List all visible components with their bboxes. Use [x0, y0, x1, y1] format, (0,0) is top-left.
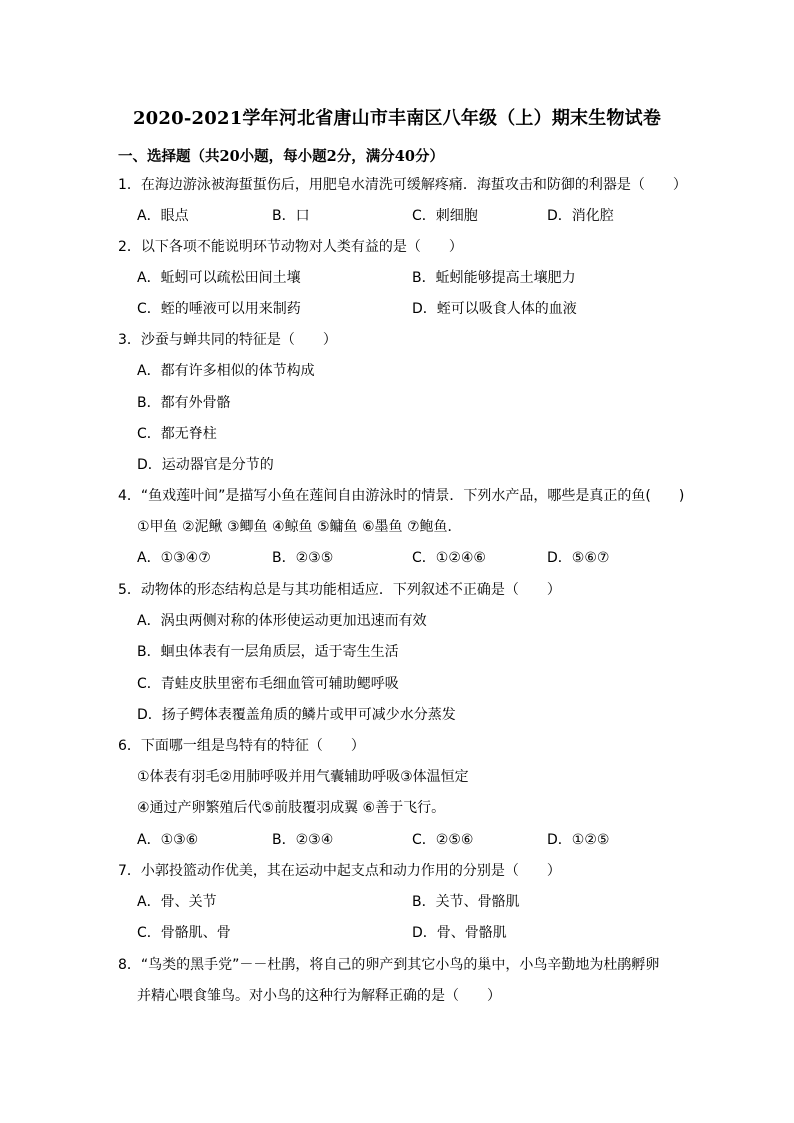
- question-3-option-d: D．运动器官是分节的: [137, 457, 274, 473]
- question-6-option-b: B．②③④: [272, 832, 334, 848]
- question-4-option-b: B．②③⑤: [272, 550, 334, 566]
- question-2-option-c: C．蛭的唾液可以用来制药: [137, 301, 301, 317]
- question-1-option-b: B．口: [272, 208, 310, 224]
- question-2-option-d: D．蛭可以吸食人体的血液: [412, 301, 577, 317]
- question-7-stem: 7．小郭投篮动作优美，其在运动中起支点和动力作用的分别是（ ）: [118, 863, 561, 879]
- question-2-option-b: B．蚯蚓能够提高土壤肥力: [412, 270, 576, 286]
- question-1-option-c: C．刺细胞: [412, 208, 478, 224]
- question-2-stem: 2．以下各项不能说明环节动物对人类有益的是（ ）: [118, 239, 463, 255]
- section-heading: 一、选择题（共20小题，每小题2分，满分40分）: [118, 148, 444, 165]
- question-6-items-2: ④通过产卵繁殖后代⑤前肢覆羽成翼 ⑥善于飞行。: [137, 800, 446, 816]
- question-6-stem: 6．下面哪一组是鸟特有的特征（ ）: [118, 738, 365, 754]
- question-5-option-b: B．蛔虫体表有一层角质层，适于寄生生活: [137, 644, 399, 660]
- question-1-option-d: D．消化腔: [547, 208, 614, 224]
- question-8-stem: 8．“鸟类的黑手党”－－杜鹃，将自己的卵产到其它小鸟的巢中，小鸟辛勤地为杜鹃孵卵: [118, 957, 660, 973]
- question-4-option-a: A．①③④⑦: [137, 550, 211, 566]
- page-title: 2020-2021学年河北省唐山市丰南区八年级（上）期末生物试卷: [132, 108, 662, 129]
- question-3-option-b: B．都有外骨骼: [137, 395, 231, 411]
- question-4-option-c: C．①②④⑥: [412, 550, 486, 566]
- question-6-option-c: C．②⑤⑥: [412, 832, 474, 848]
- question-3-stem: 3．沙蚕与蝉共同的特征是（ ）: [118, 332, 337, 348]
- question-7-option-d: D．骨、骨骼肌: [412, 925, 507, 941]
- question-3-option-c: C．都无脊柱: [137, 426, 217, 442]
- question-5-option-d: D．扬子鳄体表覆盖角质的鳞片或甲可减少水分蒸发: [137, 707, 456, 723]
- question-7-option-c: C．骨骼肌、骨: [137, 925, 231, 941]
- question-2-option-a: A．蚯蚓可以疏松田间土壤: [137, 270, 301, 286]
- question-5-stem: 5．动物体的形态结构总是与其功能相适应．下列叙述不正确是（ ）: [118, 582, 561, 598]
- question-7-option-b: B．关节、骨骼肌: [412, 894, 520, 910]
- question-8-stem-2: 并精心喂食雏鸟。对小鸟的这种行为解释正确的是（ ）: [137, 988, 501, 1004]
- question-3-option-a: A．都有许多相似的体节构成: [137, 363, 315, 379]
- question-6-option-a: A．①③⑥: [137, 832, 199, 848]
- question-5-option-a: A．涡虫两侧对称的体形使运动更加迅速而有效: [137, 613, 427, 629]
- question-4-stem: 4．“鱼戏莲叶间”是描写小鱼在莲间自由游泳时的情景．下列水产品，哪些是真正的鱼( ): [118, 488, 685, 504]
- question-7-option-a: A．骨、关节: [137, 894, 217, 910]
- question-5-option-c: C．青蛙皮肤里密布毛细血管可辅助鳃呼吸: [137, 676, 399, 692]
- question-4-option-d: D．⑤⑥⑦: [547, 550, 610, 566]
- question-4-items: ①甲鱼 ②泥鳅 ③鲫鱼 ④鲸鱼 ⑤鳙鱼 ⑥墨鱼 ⑦鲍鱼．: [137, 519, 462, 535]
- question-6-option-d: D．①②⑤: [547, 832, 610, 848]
- question-1-stem: 1．在海边游泳被海蜇蜇伤后，用肥皂水清洗可缓解疼痛．海蜇攻击和防御的利器是（ ）: [118, 177, 687, 193]
- question-1-option-a: A．眼点: [137, 208, 189, 224]
- question-6-items: ①体表有羽毛②用肺呼吸并用气囊辅助呼吸③体温恒定: [137, 769, 469, 785]
